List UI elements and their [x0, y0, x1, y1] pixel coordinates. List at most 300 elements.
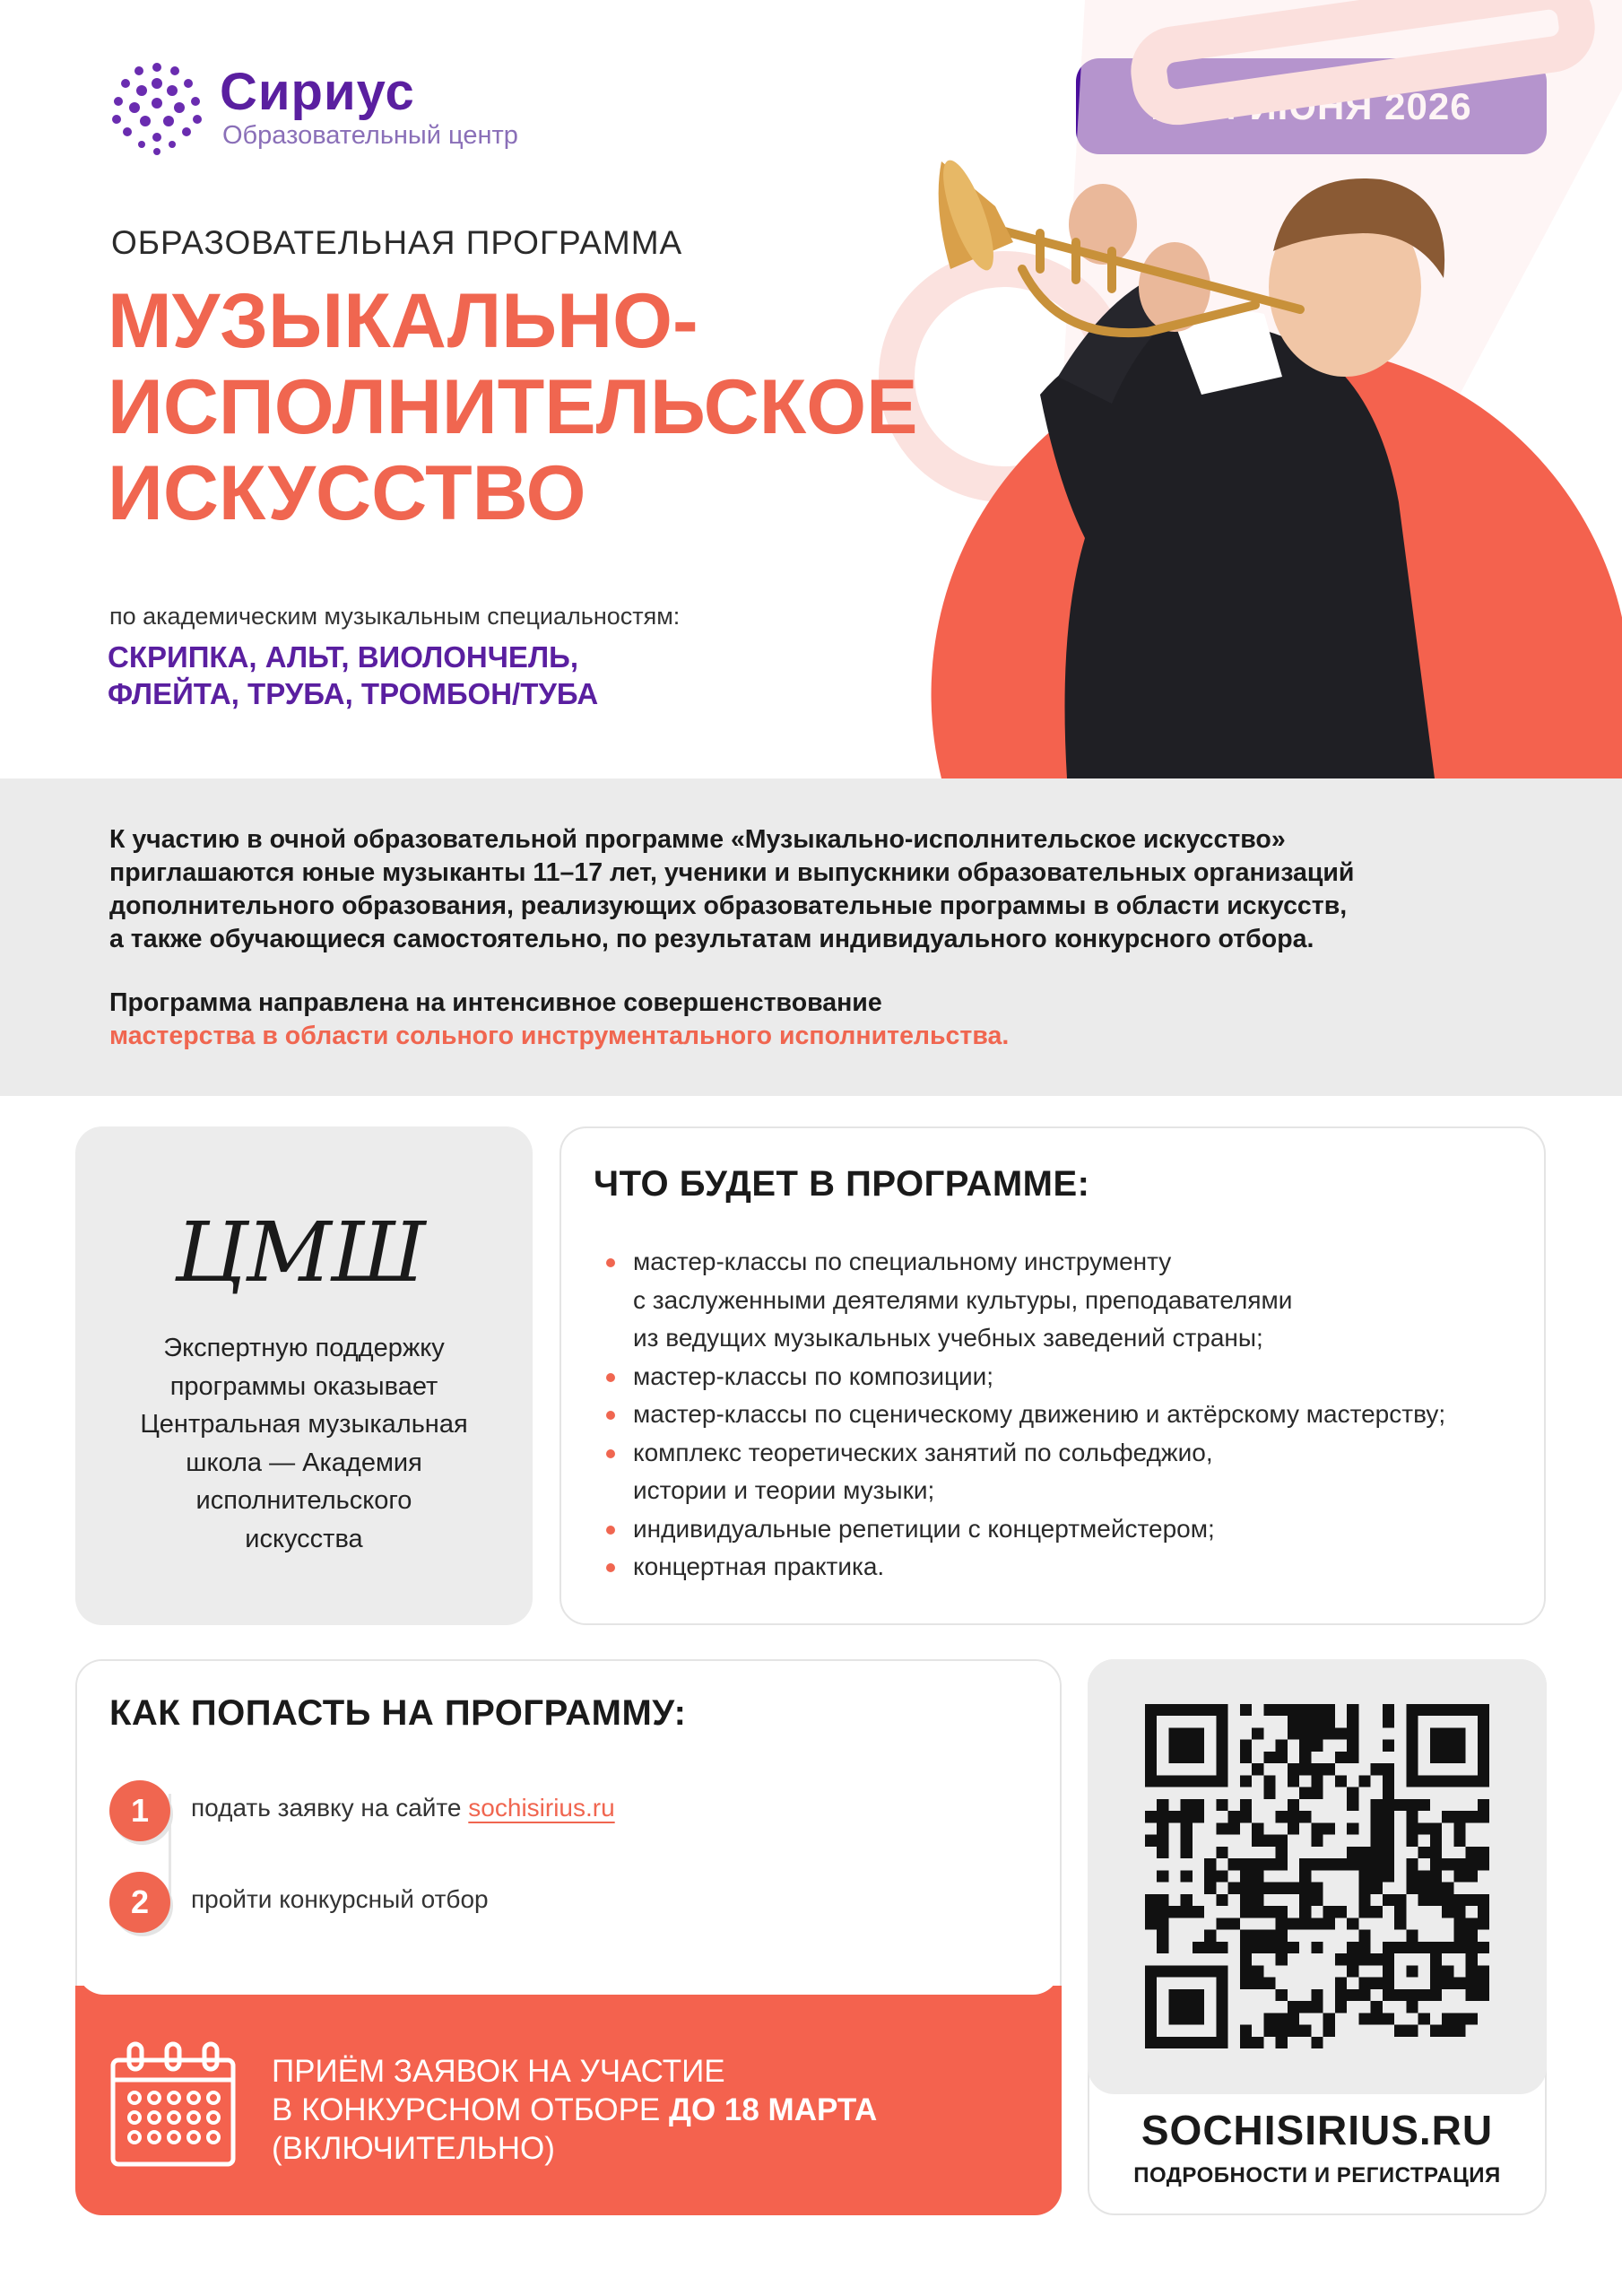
qr-module	[1263, 1978, 1275, 1989]
support-line: Центральная музыкальная	[140, 1410, 468, 1439]
qr-module	[1347, 1787, 1358, 1799]
qr-site[interactable]: SOCHISIRIUS.RU	[1141, 2107, 1494, 2153]
qr-module	[1406, 1858, 1418, 1870]
qr-module	[1240, 1953, 1252, 1965]
info-line: Программа направлена на интенсивное совершенствование	[109, 988, 882, 1017]
program-title-line: ИСКУССТВО	[108, 450, 586, 536]
support-text	[93, 1329, 515, 1558]
qr-module	[1453, 1811, 1465, 1822]
qr-module	[1466, 1989, 1478, 2001]
qr-module	[1216, 1918, 1227, 1929]
qr-module	[1383, 1835, 1394, 1847]
program-kicker: ОБРАЗОВАТЕЛЬНАЯ ПРОГРАММА	[111, 224, 683, 261]
qr-module	[1478, 1799, 1489, 1811]
qr-module	[1358, 1894, 1370, 1906]
qr-module	[1299, 1716, 1311, 1727]
qr-module	[1276, 1740, 1288, 1752]
qr-module	[1323, 1716, 1335, 1727]
sirius-dots-icon	[108, 58, 206, 157]
qr-module	[1157, 1799, 1168, 1811]
qr-module	[1157, 1918, 1168, 1929]
qr-module	[1263, 1752, 1275, 1763]
qr-module	[1145, 1835, 1157, 1847]
program-contents-heading: ЧТО БУДЕТ В ПРОГРАММЕ:	[594, 1164, 1090, 1204]
qr-module	[1371, 1763, 1383, 1775]
qr-module	[1181, 1847, 1193, 1858]
qr-module	[1276, 1704, 1288, 1716]
qr-module	[1335, 2001, 1347, 2013]
info-line: а также обучающиеся самостоятельно, по результатам индивидуального конкурсного отбора.	[109, 925, 1314, 953]
qr-module	[1394, 1799, 1406, 1811]
qr-module	[1478, 1989, 1489, 2001]
qr-module	[1240, 1775, 1252, 1787]
info-paragraph	[109, 823, 1454, 956]
list-item	[606, 1434, 1530, 1510]
qr-module	[1323, 2013, 1335, 2024]
qr-module	[1168, 1989, 1204, 2025]
qr-module	[1252, 1870, 1263, 1882]
qr-module	[1263, 2013, 1275, 2024]
qr-module	[1311, 1835, 1323, 1847]
qr-module	[1323, 2025, 1335, 2037]
qr-module	[1252, 2037, 1263, 2048]
qr-module	[1442, 1906, 1453, 1918]
qr-module	[1311, 1883, 1323, 1894]
qr-module	[1263, 1930, 1275, 1942]
qr-module	[1383, 1822, 1394, 1834]
deadline-line: ПРИЁМ ЗАЯВОК НА УЧАСТИЕ	[272, 2054, 725, 2089]
qr-module	[1453, 1918, 1465, 1929]
qr-module	[1358, 1870, 1370, 1882]
qr-module	[1299, 2001, 1311, 2013]
qr-module	[1358, 1847, 1370, 1858]
qr-module	[1347, 1847, 1358, 1858]
qr-module	[1406, 1883, 1418, 1894]
qr-module	[1263, 1858, 1275, 1870]
qr-module	[1335, 1727, 1347, 1739]
qr-module	[1299, 1918, 1311, 1929]
qr-module	[1347, 1799, 1358, 1811]
qr-module	[1383, 1716, 1394, 1727]
qr-module	[1276, 1847, 1288, 1858]
qr-module	[1466, 1953, 1478, 1965]
qr-module	[1478, 1906, 1489, 1918]
list-item-line: концертная практика.	[633, 1552, 885, 1580]
cmsh-logo	[134, 1202, 466, 1309]
logo-subtitle: Образовательный центр	[222, 121, 518, 150]
qr-module	[1358, 1930, 1370, 1942]
qr-module	[1406, 1835, 1418, 1847]
qr-module	[1216, 1847, 1227, 1858]
qr-module	[1276, 1953, 1288, 1965]
specialties-line: СКРИПКА, АЛЬТ, ВИОЛОНЧЕЛЬ,	[108, 640, 578, 674]
qr-module	[1311, 1894, 1323, 1906]
qr-caption: ПОДРОБНОСТИ И РЕГИСТРАЦИЯ	[1133, 2163, 1501, 2187]
cmsh-logo-text: ЦМШ	[175, 1205, 426, 1300]
qr-module	[1240, 1811, 1252, 1822]
qr-module	[1157, 1942, 1168, 1953]
qr-module	[1299, 2025, 1311, 2037]
qr-module	[1466, 2013, 1478, 2024]
qr-module	[1371, 2013, 1383, 2024]
qr-module	[1358, 1906, 1370, 1918]
qr-module	[1358, 1978, 1370, 1989]
qr-module	[1442, 1894, 1453, 1906]
qr-module	[1288, 1704, 1299, 1716]
qr-module	[1263, 2025, 1275, 2037]
qr-module	[1263, 1704, 1275, 1716]
qr-module	[1204, 1942, 1216, 1953]
qr-module	[1383, 1811, 1394, 1822]
qr-module	[1276, 1835, 1288, 1847]
qr-module	[1288, 1716, 1299, 1727]
qr-module	[1240, 1799, 1252, 1811]
qr-module	[1228, 1918, 1240, 1929]
qr-module	[1263, 1775, 1275, 1787]
qr-module	[1383, 1870, 1394, 1882]
qr-module	[1252, 1942, 1263, 1953]
qr-module	[1288, 1799, 1299, 1811]
qr-module	[1145, 1811, 1157, 1822]
info-accent-line: мастерства в области сольного инструментального исполнительства.	[109, 1022, 1010, 1050]
qr-module	[1252, 1906, 1263, 1918]
qr-module	[1276, 1811, 1288, 1822]
info-line: дополнительного образования, реализующих образовательные программы в области искусств,	[109, 891, 1348, 920]
qr-module	[1145, 1894, 1157, 1906]
qr-module	[1406, 1870, 1418, 1882]
qr-module	[1276, 2037, 1288, 2048]
qr-module	[1311, 1918, 1323, 1929]
qr-module	[1263, 1942, 1275, 1953]
qr-module	[1252, 1894, 1263, 1906]
qr-module	[1466, 1870, 1478, 1882]
qr-module	[1311, 1787, 1323, 1799]
qr-module	[1453, 1942, 1465, 1953]
qr-module	[1430, 1870, 1442, 1882]
list-item	[606, 1358, 1530, 1396]
specialties-list	[108, 639, 598, 712]
qr-module	[1276, 2013, 1288, 2024]
qr-module	[1311, 1763, 1323, 1775]
qr-module	[1263, 1835, 1275, 1847]
qr-module	[1442, 1858, 1453, 1870]
qr-module	[1347, 1965, 1358, 1977]
qr-module	[1478, 1965, 1489, 1977]
sirius-logo	[108, 58, 574, 157]
qr-module	[1371, 1870, 1383, 1882]
qr-module	[1276, 2025, 1288, 2037]
program-title-line: МУЗЫКАЛЬНО-	[108, 278, 698, 364]
qr-module	[1157, 1847, 1168, 1858]
qr-module	[1263, 1883, 1275, 1894]
qr-module	[1181, 1822, 1193, 1834]
qr-module	[1394, 1906, 1406, 1918]
qr-module	[1288, 1883, 1299, 1894]
logo-name: Сириус	[220, 63, 415, 121]
qr-module	[1157, 1822, 1168, 1834]
qr-module	[1406, 1799, 1418, 1811]
qr-module	[1252, 1978, 1263, 1989]
qr-module	[1418, 2013, 1430, 2024]
qr-module	[1371, 1858, 1383, 1870]
qr-module	[1430, 1858, 1442, 1870]
qr-module	[1453, 1894, 1465, 1906]
qr-module	[1371, 1822, 1383, 1834]
qr-module	[1347, 1704, 1358, 1716]
qr-module	[1288, 1822, 1299, 1834]
site-link[interactable]: sochisirius.ru	[468, 1794, 615, 1822]
support-line: школа — Академия	[186, 1448, 422, 1477]
qr-module	[1453, 2013, 1465, 2024]
list-item-line: мастер-классы по сценическому движению и актёрскому мастерству;	[633, 1400, 1446, 1428]
qr-module	[1442, 2025, 1453, 2037]
qr-module	[1347, 1716, 1358, 1727]
qr-module	[1216, 1799, 1227, 1811]
info-paragraph-focus	[109, 987, 1454, 1053]
qr-module	[1442, 1978, 1453, 1989]
qr-module	[1335, 1906, 1347, 1918]
qr-module	[1311, 1727, 1323, 1739]
qr-module	[1478, 1978, 1489, 1989]
info-line: приглашаются юные музыканты 11–17 лет, ученики и выпускники образовательных организаций	[109, 858, 1355, 887]
qr-module	[1276, 1918, 1288, 1929]
qr-module	[1383, 1763, 1394, 1775]
qr-module	[1288, 1763, 1299, 1775]
qr-module	[1204, 1870, 1216, 1882]
qr-module	[1240, 1930, 1252, 1942]
qr-module	[1181, 1870, 1193, 1882]
support-line: Экспертную поддержку	[163, 1334, 445, 1362]
qr-module	[1252, 1883, 1263, 1894]
qr-module	[1299, 1752, 1311, 1763]
qr-module	[1453, 1930, 1465, 1942]
qr-module	[1288, 1775, 1299, 1787]
qr-module	[1371, 1906, 1383, 1918]
qr-module	[1430, 1835, 1442, 1847]
qr-module	[1358, 1858, 1370, 1870]
qr-module	[1371, 1883, 1383, 1894]
qr-module	[1157, 1930, 1168, 1942]
qr-module	[1466, 1858, 1478, 1870]
qr-module	[1204, 1883, 1216, 1894]
qr-module	[1347, 1727, 1358, 1739]
qr-module	[1335, 1775, 1347, 1787]
qr-module	[1442, 2013, 1453, 2024]
qr-module	[1288, 1918, 1299, 1929]
qr-module	[1418, 1870, 1430, 1882]
qr-module	[1240, 1740, 1252, 1752]
qr-module	[1157, 1835, 1168, 1847]
step-number-1: 1	[109, 1780, 170, 1841]
qr-module	[1311, 2037, 1323, 2048]
qr-module	[1299, 1883, 1311, 1894]
qr-module	[1252, 1727, 1263, 1739]
qr-module	[1453, 1906, 1465, 1918]
qr-module	[1311, 1989, 1323, 2001]
list-item-line: мастер-классы по специальному инструменту	[633, 1248, 1172, 1275]
qr-module	[1371, 1811, 1383, 1822]
qr-module	[1252, 1835, 1263, 1847]
qr-module	[1418, 1822, 1430, 1834]
qr-module	[1418, 1847, 1430, 1858]
qr-module	[1323, 1906, 1335, 1918]
step-2-text: пройти конкурсный отбор	[191, 1885, 489, 1913]
qr-module	[1299, 1894, 1311, 1906]
qr-module	[1418, 1883, 1430, 1894]
list-item-line: мастер-классы по композиции;	[633, 1361, 994, 1390]
program-contents-list	[606, 1243, 1530, 1587]
qr-module	[1347, 1752, 1358, 1763]
qr-module	[1216, 1942, 1227, 1953]
qr-module	[1383, 1704, 1394, 1716]
qr-module	[1371, 1847, 1383, 1858]
qr-module	[1466, 1811, 1478, 1822]
list-item-line: индивидуальные репетиции с концертмейстером;	[633, 1514, 1215, 1543]
qr-module	[1193, 1799, 1204, 1811]
qr-module	[1383, 1847, 1394, 1858]
hero-trumpet-player-image	[879, 0, 1622, 778]
qr-module	[1228, 1858, 1240, 1870]
qr-module	[1157, 1811, 1168, 1822]
qr-module	[1394, 2025, 1406, 2037]
qr-module	[1228, 1822, 1240, 1834]
qr-module	[1335, 1978, 1347, 1989]
qr-module	[1240, 2037, 1252, 2048]
qr-module	[1406, 2001, 1418, 2013]
qr-module	[1299, 1811, 1311, 1822]
qr-module	[1442, 1965, 1453, 1977]
qr-module	[1240, 1978, 1252, 1989]
qr-module	[1371, 1978, 1383, 1989]
list-item	[606, 1243, 1530, 1358]
support-line: искусства	[245, 1524, 363, 1553]
qr-module	[1478, 1858, 1489, 1870]
qr-module	[1181, 1799, 1193, 1811]
qr-module	[1263, 1787, 1275, 1799]
qr-module	[1358, 1942, 1370, 1953]
qr-module	[1347, 1953, 1358, 1965]
qr-module	[1311, 1704, 1323, 1716]
program-title	[108, 278, 968, 536]
qr-module	[1335, 1858, 1347, 1870]
qr-module	[1466, 1978, 1478, 1989]
qr-module	[1288, 2013, 1299, 2024]
qr-module	[1371, 2001, 1383, 2013]
qr-module	[1406, 1822, 1418, 1834]
qr-module	[1299, 1858, 1311, 1870]
qr-module	[1323, 1763, 1335, 1775]
qr-code[interactable]	[1145, 1704, 1489, 2048]
qr-module	[1299, 1740, 1311, 1752]
qr-module	[1252, 1822, 1263, 1834]
qr-module	[1430, 1822, 1442, 1834]
qr-module	[1240, 1704, 1252, 1716]
qr-module	[1299, 1906, 1311, 1918]
calendar-icon	[109, 2040, 237, 2168]
qr-module	[1311, 1822, 1323, 1834]
qr-module	[1358, 1775, 1370, 1787]
qr-module	[1430, 1883, 1442, 1894]
qr-module	[1311, 1942, 1323, 1953]
qr-module	[1240, 1752, 1252, 1763]
qr-module	[1323, 1918, 1335, 1929]
qr-module	[1240, 1883, 1252, 1894]
qr-module	[1383, 1787, 1394, 1799]
qr-module	[1453, 1978, 1465, 1989]
qr-module	[1383, 1894, 1394, 1906]
qr-module	[1466, 1918, 1478, 1929]
qr-module	[1383, 1799, 1394, 1811]
qr-module	[1240, 1965, 1252, 1977]
qr-module	[1430, 2025, 1442, 2037]
qr-module	[1466, 1894, 1478, 1906]
qr-module	[1418, 1894, 1430, 1906]
qr-module	[1466, 1965, 1478, 1977]
qr-module	[1430, 1847, 1442, 1858]
qr-module	[1276, 1883, 1288, 1894]
qr-module	[1276, 1752, 1288, 1763]
cmsh-logo-image	[134, 1202, 466, 1309]
qr-module	[1358, 2013, 1370, 2024]
qr-module	[1323, 1727, 1335, 1739]
qr-module	[1453, 1870, 1465, 1882]
qr-module	[1276, 1858, 1288, 1870]
qr-module	[1347, 1989, 1358, 2001]
qr-module	[1276, 1906, 1288, 1918]
qr-module	[1204, 1858, 1216, 1870]
qr-module	[1358, 1989, 1370, 2001]
qr-module	[1216, 1822, 1227, 1834]
qr-module	[1406, 1811, 1418, 1822]
qr-module	[1335, 1989, 1347, 2001]
qr-module	[1347, 1942, 1358, 1953]
qr-module	[1406, 2025, 1418, 2037]
list-item-line: истории и теории музыки;	[633, 1476, 935, 1504]
qr-module	[1335, 1953, 1347, 1965]
qr-module	[1335, 1752, 1347, 1763]
qr-module	[1288, 1942, 1299, 1953]
qr-module	[1216, 1870, 1227, 1882]
qr-module	[1181, 1906, 1193, 1918]
qr-module	[1358, 1953, 1370, 1965]
qr-module	[1394, 1894, 1406, 1906]
qr-module	[1311, 1716, 1323, 1727]
qr-module	[1453, 1822, 1465, 1834]
qr-module	[1252, 1858, 1263, 1870]
qr-module	[1371, 1953, 1383, 1965]
qr-module	[1240, 1894, 1252, 1906]
qr-module	[1394, 1918, 1406, 1929]
deadline-date: ДО 18 МАРТА	[669, 2092, 878, 2127]
qr-module	[1347, 1822, 1358, 1834]
qr-module	[1406, 1930, 1418, 1942]
qr-module	[1442, 1883, 1453, 1894]
program-title-line: ИСПОЛНИТЕЛЬСКОЕ	[108, 364, 918, 450]
qr-module	[1288, 1727, 1299, 1739]
qr-module	[1288, 1811, 1299, 1822]
qr-module	[1311, 2001, 1323, 2013]
qr-module	[1478, 1847, 1489, 1858]
qr-module	[1240, 1858, 1252, 1870]
deadline-prefix: В КОНКУРСНОМ ОТБОРЕ	[272, 2092, 670, 2127]
qr-module	[1323, 1704, 1335, 1716]
qr-module	[1299, 1763, 1311, 1775]
qr-module	[1299, 1727, 1311, 1739]
qr-module	[1430, 1894, 1442, 1906]
qr-module	[1358, 1883, 1370, 1894]
qr-module	[1168, 1811, 1180, 1822]
qr-module	[1442, 1942, 1453, 1953]
